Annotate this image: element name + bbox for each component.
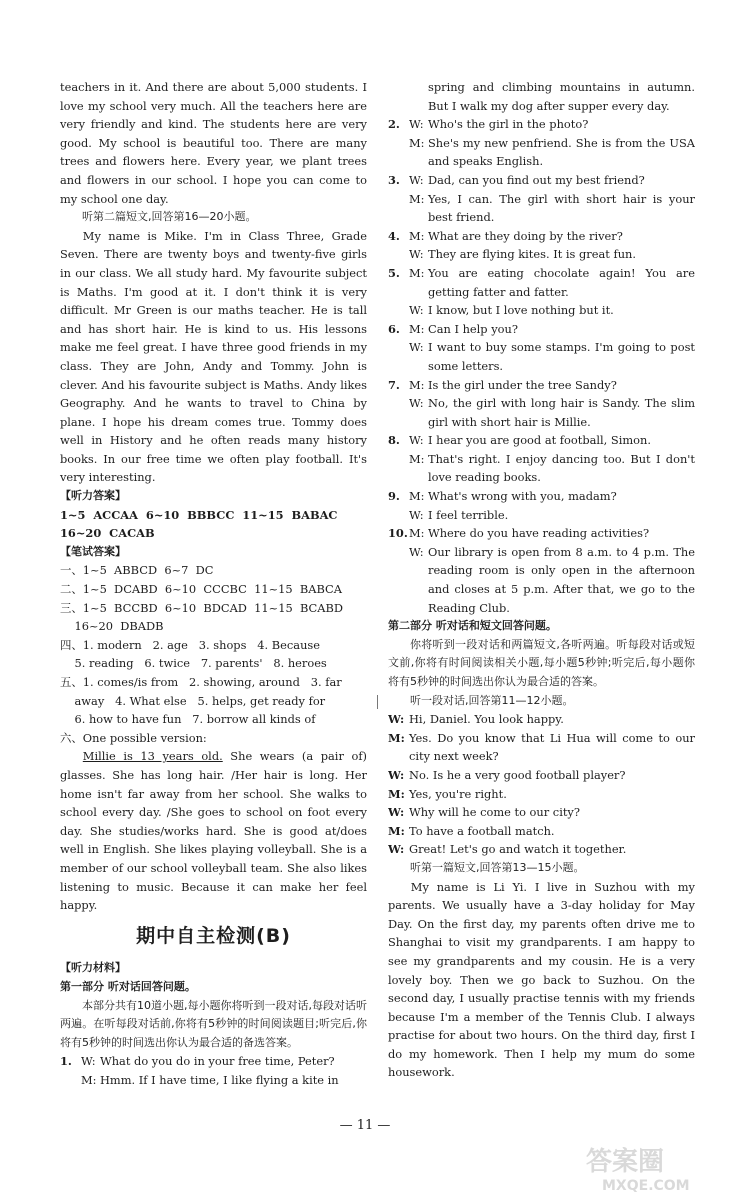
dialogue-text: I want to buy some stamps. I'm going to post some letters. [428, 340, 695, 373]
listening-material-header: 【听力材料】 [60, 961, 126, 975]
question-number: 7. [388, 377, 400, 392]
dialogue-text: Yes, I can. The girl with short hair is your best friend. [428, 191, 695, 225]
dialogue-line [388, 710, 695, 729]
dialogue-text: Great! Let's go and watch it together. [409, 842, 627, 857]
speaker: W: [388, 767, 405, 782]
dialogue-text: No, the girl with long hair is Sandy. The slim girl with short hair is Millie. [428, 396, 695, 429]
dialogue-line [388, 134, 695, 171]
dialogue-line [60, 1052, 367, 1071]
written-answer-line: 二、1~5 DCABD 6~10 CCCBC 11~15 BABCA [60, 582, 342, 597]
dialogue-text: They are flying kites. It is great fun. [428, 247, 636, 262]
dialogue-text: She's my new penfriend. She is from the USA and speaks English. [428, 135, 695, 169]
dialogue-text: You are eating chocolate again! You are getting fatter and fatter. [428, 265, 695, 299]
dialogue-text: That's right. I enjoy dancing too. But I don't love reading books. [428, 451, 695, 485]
speaker: W: [409, 117, 424, 132]
dialogue-line [388, 822, 695, 841]
dialogue-text: Who's the girl in the photo? [428, 117, 589, 132]
dialogue-line [388, 115, 695, 134]
dialogue-line [388, 450, 695, 487]
left-column [60, 78, 367, 1089]
part2-instructions: 你将听到一段对话和两篇短文,各听两遍。听每段对话或短文前,你将有时间阅读相关小题,每小题5秒钟;听完后,每小题你将有5秒钟的时间选出你认为最合适的答案。 [388, 637, 695, 688]
part2-header: 第二部分 听对话和短文回答问题。 [388, 619, 557, 633]
dialogue-line [388, 338, 695, 375]
dialogue-line [388, 729, 695, 766]
dialogue-text: No. Is he a very good football player? [409, 767, 626, 782]
speaker: W: [409, 303, 424, 318]
dialogue-line [388, 171, 695, 190]
svg-text:答案圈: 答案圈 [586, 1147, 665, 1177]
dialogue-line [388, 245, 695, 264]
speaker: M: [81, 1072, 97, 1087]
speaker: W: [81, 1054, 96, 1069]
dialogue-line [388, 301, 695, 320]
dialogue-line [388, 227, 695, 246]
part1-instructions: 本部分共有10道小题,每小题你将听到一段对话,每段对话听两遍。在听每段对话前,你将有5秒钟的时间阅读题目;听完后,你将有5秒钟的时间选出你认为最合适的备选答案。 [60, 998, 367, 1049]
dialogue-text: Our library is open from 8 a.m. to 4 p.m. The reading room is only open in the afternoon and closes at 5 p.m. After that, we go to the Reading Club. [428, 544, 695, 615]
question-number: 10. [388, 526, 408, 541]
speaker: M: [409, 135, 425, 150]
dialogue-line [388, 785, 695, 804]
dialogue-line [388, 376, 695, 395]
dialogue-text: I hear you are good at football, Simon. [428, 433, 651, 448]
svg-text:MXQE.COM: MXQE.COM [602, 1178, 690, 1194]
written-answer-line: 6. how to have fun 7. borrow all kinds of [60, 712, 316, 727]
dialogue-line [388, 431, 695, 450]
question-number: 5. [388, 265, 400, 280]
dialogue-text: Dad, can you find out my best friend? [428, 172, 645, 187]
dialogue-heading: 听一段对话,回答第11—12小题。 [410, 693, 574, 707]
dialogue-text: Where do you have reading activities? [428, 526, 650, 541]
dialogue-line [388, 543, 695, 617]
written-answer-line: 三、1~5 BCCBD 6~10 BDCAD 11~15 BCABD [60, 600, 343, 615]
right-column [388, 78, 695, 1082]
passage1-heading: 听第一篇短文,回答第13—15小题。 [410, 860, 585, 874]
speaker: M: [409, 265, 425, 280]
speaker: W: [409, 544, 424, 559]
listening-answers-header: 【听力答案】 [60, 489, 126, 503]
part1-header: 第一部分 听对话回答问题。 [60, 979, 196, 993]
speaker: W: [409, 507, 424, 522]
dialogue-line [388, 506, 695, 525]
speaker: W: [388, 805, 405, 820]
dialogue-text: I feel terrible. [428, 507, 509, 522]
speaker: W: [388, 842, 405, 857]
question-number: 9. [388, 489, 400, 504]
dialogue-line [388, 190, 695, 227]
column-divider-mark [377, 695, 378, 709]
dialogue-line [388, 394, 695, 431]
speaker: M: [388, 786, 405, 801]
speaker: W: [409, 396, 424, 411]
speaker: M: [409, 526, 425, 541]
dialogue-text: Why will he come to our city? [409, 805, 580, 820]
question-number: 6. [388, 321, 400, 336]
speaker: W: [409, 433, 424, 448]
speaker: M: [409, 377, 425, 392]
dialogue-line [388, 320, 695, 339]
dialogue-text: Yes, you're right. [409, 786, 507, 801]
speaker: W: [409, 247, 424, 262]
speaker: M: [409, 191, 425, 206]
speaker: W: [409, 340, 424, 355]
short-dialogue [388, 710, 695, 859]
dialogue-line [388, 840, 695, 859]
question-number: 8. [388, 433, 400, 448]
essay-body: She wears (a pair of) glasses. She has long hair. /Her hair is long. Her home isn't far away from her school. She walks to school every day. /She goes to school on foot every day. She studies/works hard. She is good at/does well in English. She likes playing volleyball. She is a member of our school volleyball team. She also likes listening to music. Because it can make her feel happy. [60, 749, 367, 913]
listening-answer-line: 16~20 CACAB [60, 526, 155, 541]
essay-underlined-sentence: Millie is 13 years old. [82, 749, 223, 764]
written-answer-line: 16~20 DBADB [60, 619, 164, 634]
dialogue-text: Can I help you? [428, 321, 518, 336]
dialogue-text: I know, but I love nothing but it. [428, 303, 614, 318]
dialogue-continuation: spring and climbing mountains in autumn. But I walk my dog after supper every day. [428, 80, 695, 113]
written-answer-line: 四、1. modern 2. age 3. shops 4. Because [60, 637, 320, 652]
question-number: 3. [388, 172, 400, 187]
passage2-heading: 听第二篇短文,回答第16—20小题。 [82, 210, 257, 224]
passage1-text: My name is Li Yi. I live in Suzhou with my parents. We usually have a 3-day holiday for May Day. On the first day, my parents often drive me to Shanghai to visit my grandparents. I am happy to see my grandparents and my cousin. He is a very lovely boy. Then we go back to Suzhou. On the second day, I usually practise tennis with my friends because I'm a member of the Tennis Club. I always practise for about two hours. On the third day, first I do my homework. Then I help my mum do some housework. [388, 879, 695, 1080]
speaker: M: [409, 228, 425, 243]
speaker: W: [409, 172, 424, 187]
question-number: 4. [388, 228, 400, 243]
dialogue-text: Yes. Do you know that Li Hua will come to our city next week? [409, 730, 695, 764]
written-answer-line: 一、1~5 ABBCD 6~7 DC [60, 563, 214, 578]
question-number: 2. [388, 117, 400, 132]
speaker: M: [409, 489, 425, 504]
written-answer-line: away 4. What else 5. helps, get ready for [60, 693, 326, 708]
dialogue-text: What are they doing by the river? [428, 228, 623, 243]
dialogue-line [388, 766, 695, 785]
essay-text [60, 747, 367, 914]
speaker: M: [409, 321, 425, 336]
speaker: M: [409, 451, 425, 466]
dialogue-text: What's wrong with you, madam? [428, 489, 617, 504]
written-answer-line: 5. reading 6. twice 7. parents' 8. heroes [60, 656, 327, 671]
dialogue-line [60, 1071, 367, 1090]
dialogue-line [388, 487, 695, 506]
passage2-text: My name is Mike. I'm in Class Three, Grade Seven. There are twenty boys and twenty-five girls in our class. We all study hard. My favourite subject is Maths. I'm good at it. I don't think it is very difficult. Mr Green is our maths teacher. He is tall and has short hair. He is kind to us. His lessons make me feel great. I have three good friends in my class. They are John, Andy and Tommy. John is clever. And his favourite subject is Maths. Andy likes Geography. And he wants to travel to China by plane. I hope his dream comes true. Tommy does well in History and he often reads many history books. In our free time we often play football. It's very interesting. [60, 228, 367, 485]
watermark-logo [572, 1140, 722, 1196]
written-answer-line: 五、1. comes/is from 2. showing, around 3. far [60, 675, 342, 689]
passage1-tail: teachers in it. And there are about 5,000 students. I love my school very much. All the teachers here are very friendly and kind. The students here are very good. My school is beautiful too. There are many trees and flowers here. Every year, we plant trees and flowers in our school. I hope you can come to my school one day. [60, 80, 367, 206]
essay-label: 六、One possible version: [60, 730, 207, 745]
dialogue-text: Hi, Daniel. You look happy. [409, 712, 564, 727]
listening-answer-line: 1~5 ACCAA 6~10 BBBCC 11~15 BABAC [60, 507, 338, 522]
dialogue-line [388, 524, 695, 543]
dialogue-text: Is the girl under the tree Sandy? [428, 377, 617, 392]
dialogue-text: To have a football match. [409, 823, 555, 838]
speaker: M: [388, 823, 405, 838]
page-number: — 11 — [339, 1118, 391, 1133]
speaker: W: [388, 712, 405, 727]
dialogue-list [388, 115, 695, 617]
dialogue-line [388, 803, 695, 822]
question-number: 1. [60, 1054, 72, 1069]
dialogue-text: Hmm. If I have time, I like flying a kite in [100, 1072, 339, 1087]
speaker: M: [388, 730, 405, 745]
dialogue-text: What do you do in your free time, Peter? [100, 1054, 335, 1069]
dialogue-line [388, 264, 695, 301]
written-answers-header: 【笔试答案】 [60, 544, 126, 558]
section-title: 期中自主检测(B) [136, 924, 291, 947]
